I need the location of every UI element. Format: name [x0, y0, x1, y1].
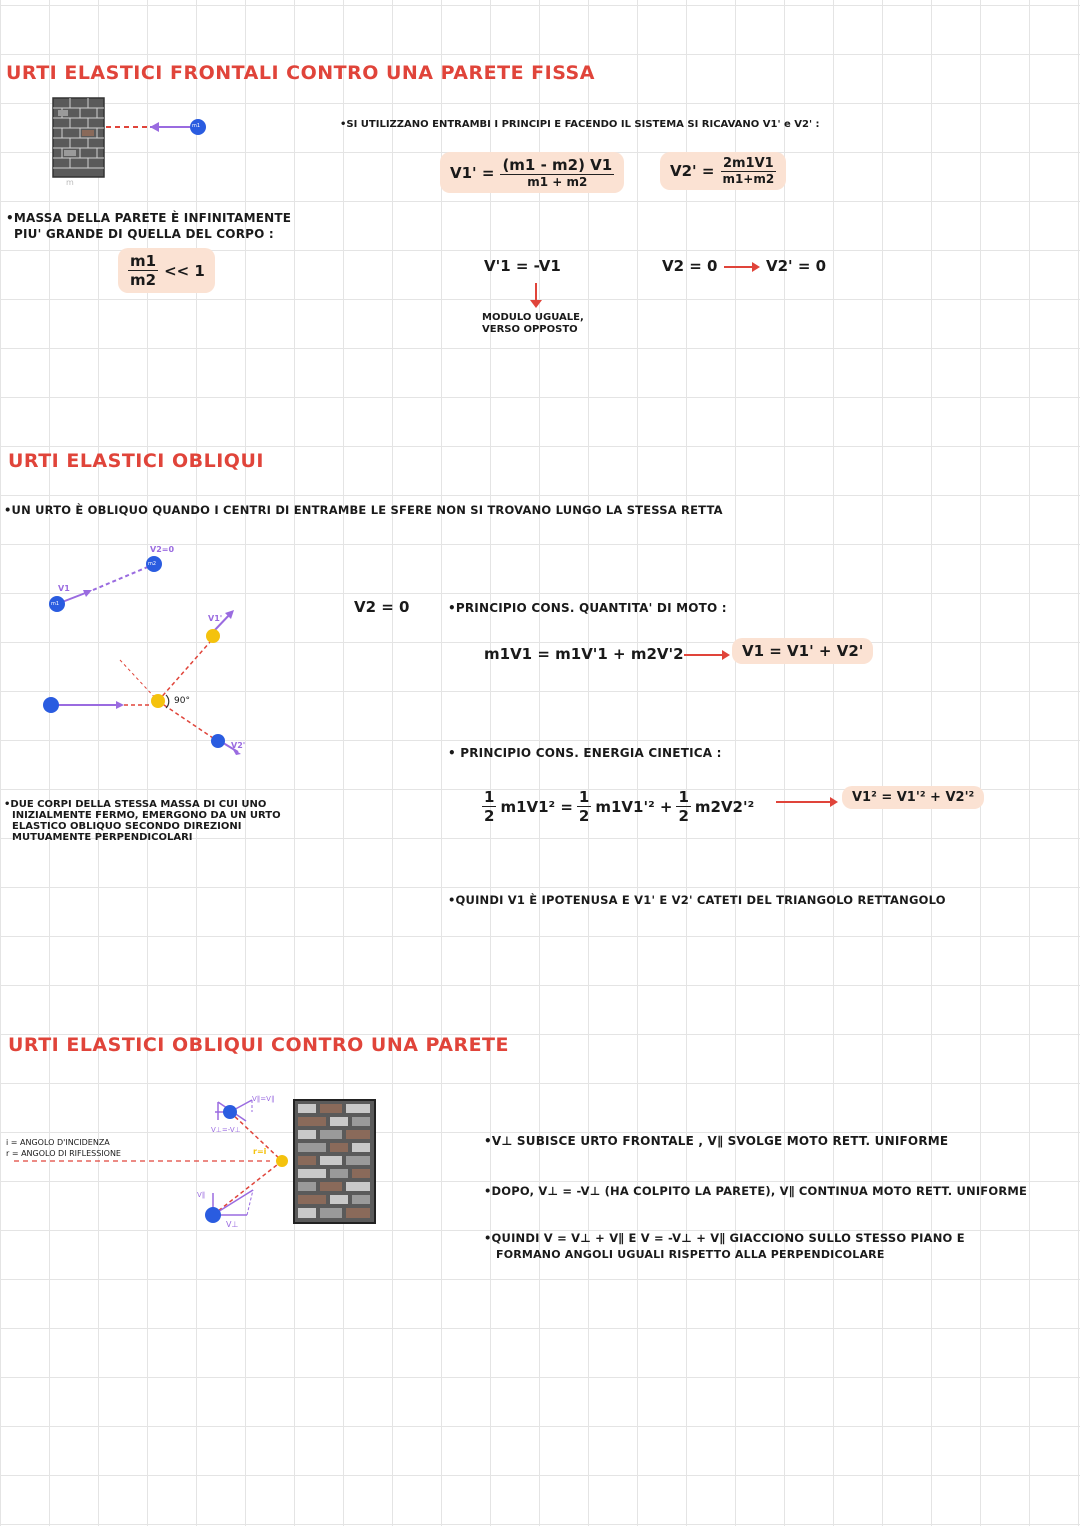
oblique-definition: •UN URTO È OBLIQUO QUANDO I CENTRI DI ENTRAMBE LE SFERE NON SI TROVANO LUNGO LA STESSA RETTA: [4, 503, 723, 517]
ball-incident: [205, 1207, 221, 1223]
momentum-eq: m1V1 = m1V'1 + m2V'2: [484, 645, 684, 663]
result-v2-left: V2 = 0: [662, 257, 718, 275]
half-den: 2: [578, 807, 590, 825]
section3-title: URTI ELASTICI OBLIQUI CONTRO UNA PARETE: [8, 1034, 509, 1056]
energy-title: • PRINCIPIO CONS. ENERGIA CINETICA :: [448, 746, 722, 760]
v2-zero: V2 = 0: [354, 598, 410, 616]
ball-m1-label: m1: [192, 123, 201, 129]
ratio-num: m1: [130, 252, 157, 270]
section1-title: URTI ELASTICI FRONTALI CONTRO UNA PARETE FISSA: [6, 62, 595, 84]
half-den: 2: [678, 807, 689, 825]
mass-note-line2: PIU' GRANDE DI QUELLA DEL CORPO :: [14, 227, 274, 241]
lbl-vperp-top: V⊥=-V⊥: [211, 1126, 241, 1134]
d2-angle-label: 90°: [174, 696, 190, 706]
energy-result: V1² = V1'² + V2'²: [842, 786, 984, 809]
oblique-conclusion: •QUINDI V1 È IPOTENUSA E V1' E V2' CATETI DEL TRIANGOLO RETTANGOLO: [448, 893, 946, 907]
half-den: 2: [484, 807, 495, 825]
half-num: 1: [678, 788, 689, 806]
section2-title: URTI ELASTICI OBLIQUI: [8, 450, 264, 472]
energy-term-1: m1V1² =: [500, 797, 573, 816]
v1p-lhs: V1' =: [450, 163, 495, 182]
v2p-lhs: V2' =: [670, 162, 715, 180]
wall-point2: •DOPO, V⊥ = -V⊥ (HA COLPITO LA PARETE), V∥ CONTINUA MOTO RETT. UNIFORME: [484, 1184, 1028, 1198]
lbl-vperp-bot: V⊥: [226, 1220, 239, 1229]
result-v2-right: V2' = 0: [766, 257, 827, 275]
legend-line2: r = ANGOLO DI RIFLESSIONE: [6, 1149, 121, 1158]
v1p-den: m1 + m2: [527, 175, 588, 189]
d1-m1-label: m1: [51, 601, 60, 607]
d2-v1p-label: V1': [208, 614, 223, 623]
mass-note-line1: •MASSA DELLA PARETE È INFINITAMENTE: [6, 211, 292, 225]
half-num: 1: [578, 788, 590, 806]
v2p-num: 2m1V1: [722, 156, 774, 171]
note-line3: ELASTICO OBLIQUO SECONDO DIREZIONI: [12, 821, 242, 832]
d2-v2p-label: V2': [231, 741, 246, 750]
v2p-den: m1+m2: [722, 172, 775, 186]
wall-point3-line2: FORMANO ANGOLI UGUALI RISPETTO ALLA PERPENDICOLARE: [496, 1248, 885, 1261]
ratio-den: m2: [130, 271, 157, 289]
momentum-title: •PRINCIPIO CONS. QUANTITA' DI MOTO :: [448, 601, 727, 615]
lbl-vpar-bot: V∥: [197, 1191, 206, 1199]
ratio-relation: << 1: [164, 261, 205, 280]
d1-v1-label: V1: [58, 584, 70, 593]
legend-line1: i = ANGOLO D'INCIDENZA: [6, 1138, 110, 1147]
momentum-result: V1 = V1' + V2': [732, 638, 873, 664]
lbl-vpar-top: V∥=V∥: [252, 1095, 275, 1103]
wall-point1: •V⊥ SUBISCE URTO FRONTALE , V∥ SVOLGE MOTO RETT. UNIFORME: [484, 1134, 949, 1148]
wall-caption: m: [66, 178, 74, 187]
v1p-num: (m1 - m2) V1: [502, 156, 613, 174]
d1-m2-label: m2: [148, 561, 157, 567]
note-line2: INIZIALMENTE FERMO, EMERGONO DA UN URTO: [12, 810, 281, 821]
note-line4: MUTUAMENTE PERPENDICOLARI: [12, 832, 193, 843]
lbl-angles: r=i: [253, 1147, 267, 1156]
result-v1-note1: MODULO UGUALE,: [482, 312, 584, 323]
result-v1-note2: VERSO OPPOSTO: [482, 324, 578, 335]
d1-v2-label: V2=0: [150, 545, 175, 554]
note-line1: •DUE CORPI DELLA STESSA MASSA DI CUI UNO: [4, 799, 267, 810]
impact-point: [276, 1155, 288, 1167]
result-v1: V'1 = -V1: [484, 257, 561, 275]
half-num: 1: [484, 788, 495, 806]
wall-point3-line1: •QUINDI V = V⊥ + V∥ E V = -V⊥ + V∥ GIACCIONO SULLO STESSO PIANO E: [484, 1231, 965, 1245]
energy-term-2: m1V1'² +: [595, 797, 673, 816]
brick-wall-2: [294, 1100, 375, 1223]
energy-term-3: m2V2'²: [694, 797, 755, 816]
ball-reflected: [223, 1105, 237, 1119]
system-note: •SI UTILIZZANO ENTRAMBI I PRINCIPI E FACENDO IL SISTEMA SI RICAVANO V1' e V2' :: [340, 119, 820, 130]
